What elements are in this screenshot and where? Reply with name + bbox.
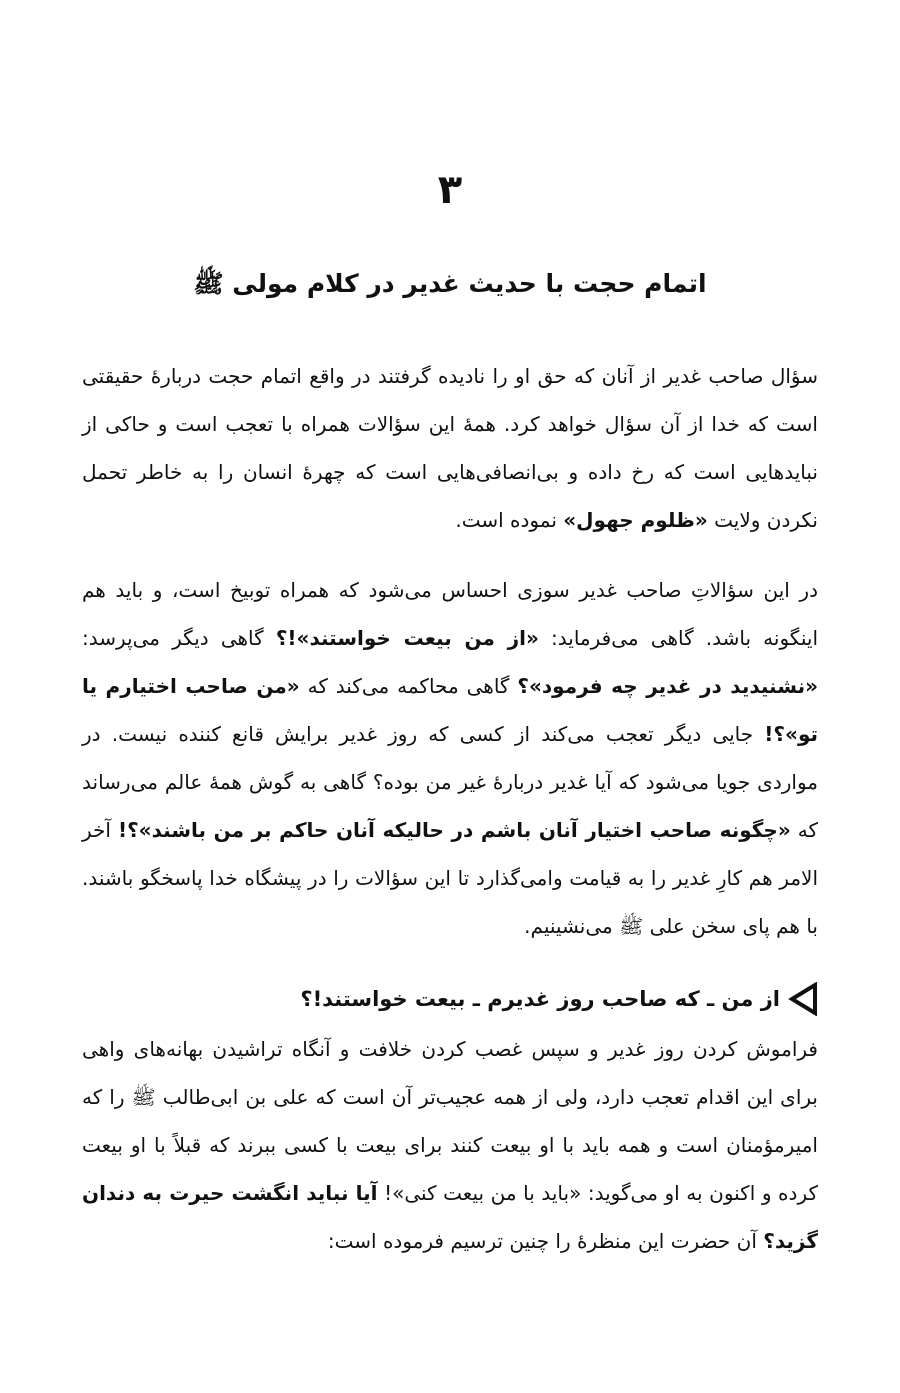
paragraph-2-text: در این سؤالاتِ صاحب غدیر سوزی احساس می‌شود که همراه توبیخ است، و باید هم اینگونه باشد. گاهی می‌فرماید: [82, 578, 819, 650]
paragraph-2-text: گاهی دیگر می‌پرسد: [82, 626, 276, 650]
paragraph-1-text-end: نموده است. [455, 508, 564, 532]
section-heading-text: از من ـ که صاحب روز غدیرم ـ بیعت خواستند!؟ [300, 987, 780, 1011]
quote-hayrat: آیا نباید انگشت حیرت به دندان گزید؟ [82, 1181, 818, 1253]
paragraph-3-text: فراموش کردن روز غدیر و سپس غصب کردن خلافت و آنگاه تراشیدن بهانه‌های واهی برای این اقدام تعجب دارد، ولی از همه عجیب‌تر آن است که علی بن ابی‌طالب ﷺ را که امیرمؤمنان است و همه باید با او بیعت کنند برای بیعت با کسی ببرند که قبلاً با او بیعت کرده و اکنون به او می‌گوید: «باید با من بیعت کنی»! [82, 1037, 818, 1205]
section-heading [82, 975, 818, 1023]
paragraph-1-text: سؤال صاحب غدیر از آنان که حق او را نادیده گرفتند در واقع اتمام حجت دربارهٔ حقیقتی است که خدا از آن سؤال خواهد کرد. همهٔ این سؤالات همراه با تعجب است و حاکی از نبایدهایی است که رخ داده و بی‌انصافی‌هایی است که چهرهٔ انسان را به خاطر تحمل نکردن ولایت [82, 364, 818, 532]
quote-zalum-jahul: «ظلوم جهول» [563, 508, 708, 532]
quote-bayat: «از من بیعت خواستند»!؟ [275, 626, 539, 650]
quote-sahib-ikhtiyar: «من صاحب اختیارم یا تو»؟! [82, 674, 818, 746]
paragraph-2-text-end: آخر الامر هم کارِ غدیر را به قیامت وامی‌گذارد تا این سؤالات را در پیشگاه خدا پاسخگو باشند. با هم پای سخن علی ﷺ می‌نشینیم. [82, 818, 818, 938]
paragraph-3 [82, 1025, 818, 1265]
paragraph-2 [82, 566, 818, 950]
paragraph-3-text-end: آن حضرت این منظرهٔ را چنین ترسیم فرموده است: [327, 1229, 764, 1253]
quote-ghadir-heard: «نشنیدید در غدیر چه فرمود»؟ [517, 674, 818, 698]
paragraph-1 [82, 352, 818, 544]
triangle-marker-icon [788, 982, 818, 1016]
chapter-number: ۳ [437, 167, 463, 213]
paragraph-2-text: جایی دیگر تعجب می‌کند از کسی که روز غدیر برایش قانع کننده نیست. در مواردی جویا می‌شود که آیا غدیر دربارهٔ غیر من بوده؟ گاهی به گوش همهٔ عالم می‌رساند که [82, 722, 819, 842]
quote-hakim: «چگونه صاحب اختیار آنان باشم در حالیکه آنان حاکم بر من باشند»؟! [117, 818, 791, 842]
chapter-title: اتمام حجت با حدیث غدیر در کلام مولی ﷺ [193, 269, 707, 298]
paragraph-2-text: گاهی محاکمه می‌کند که [299, 674, 518, 698]
